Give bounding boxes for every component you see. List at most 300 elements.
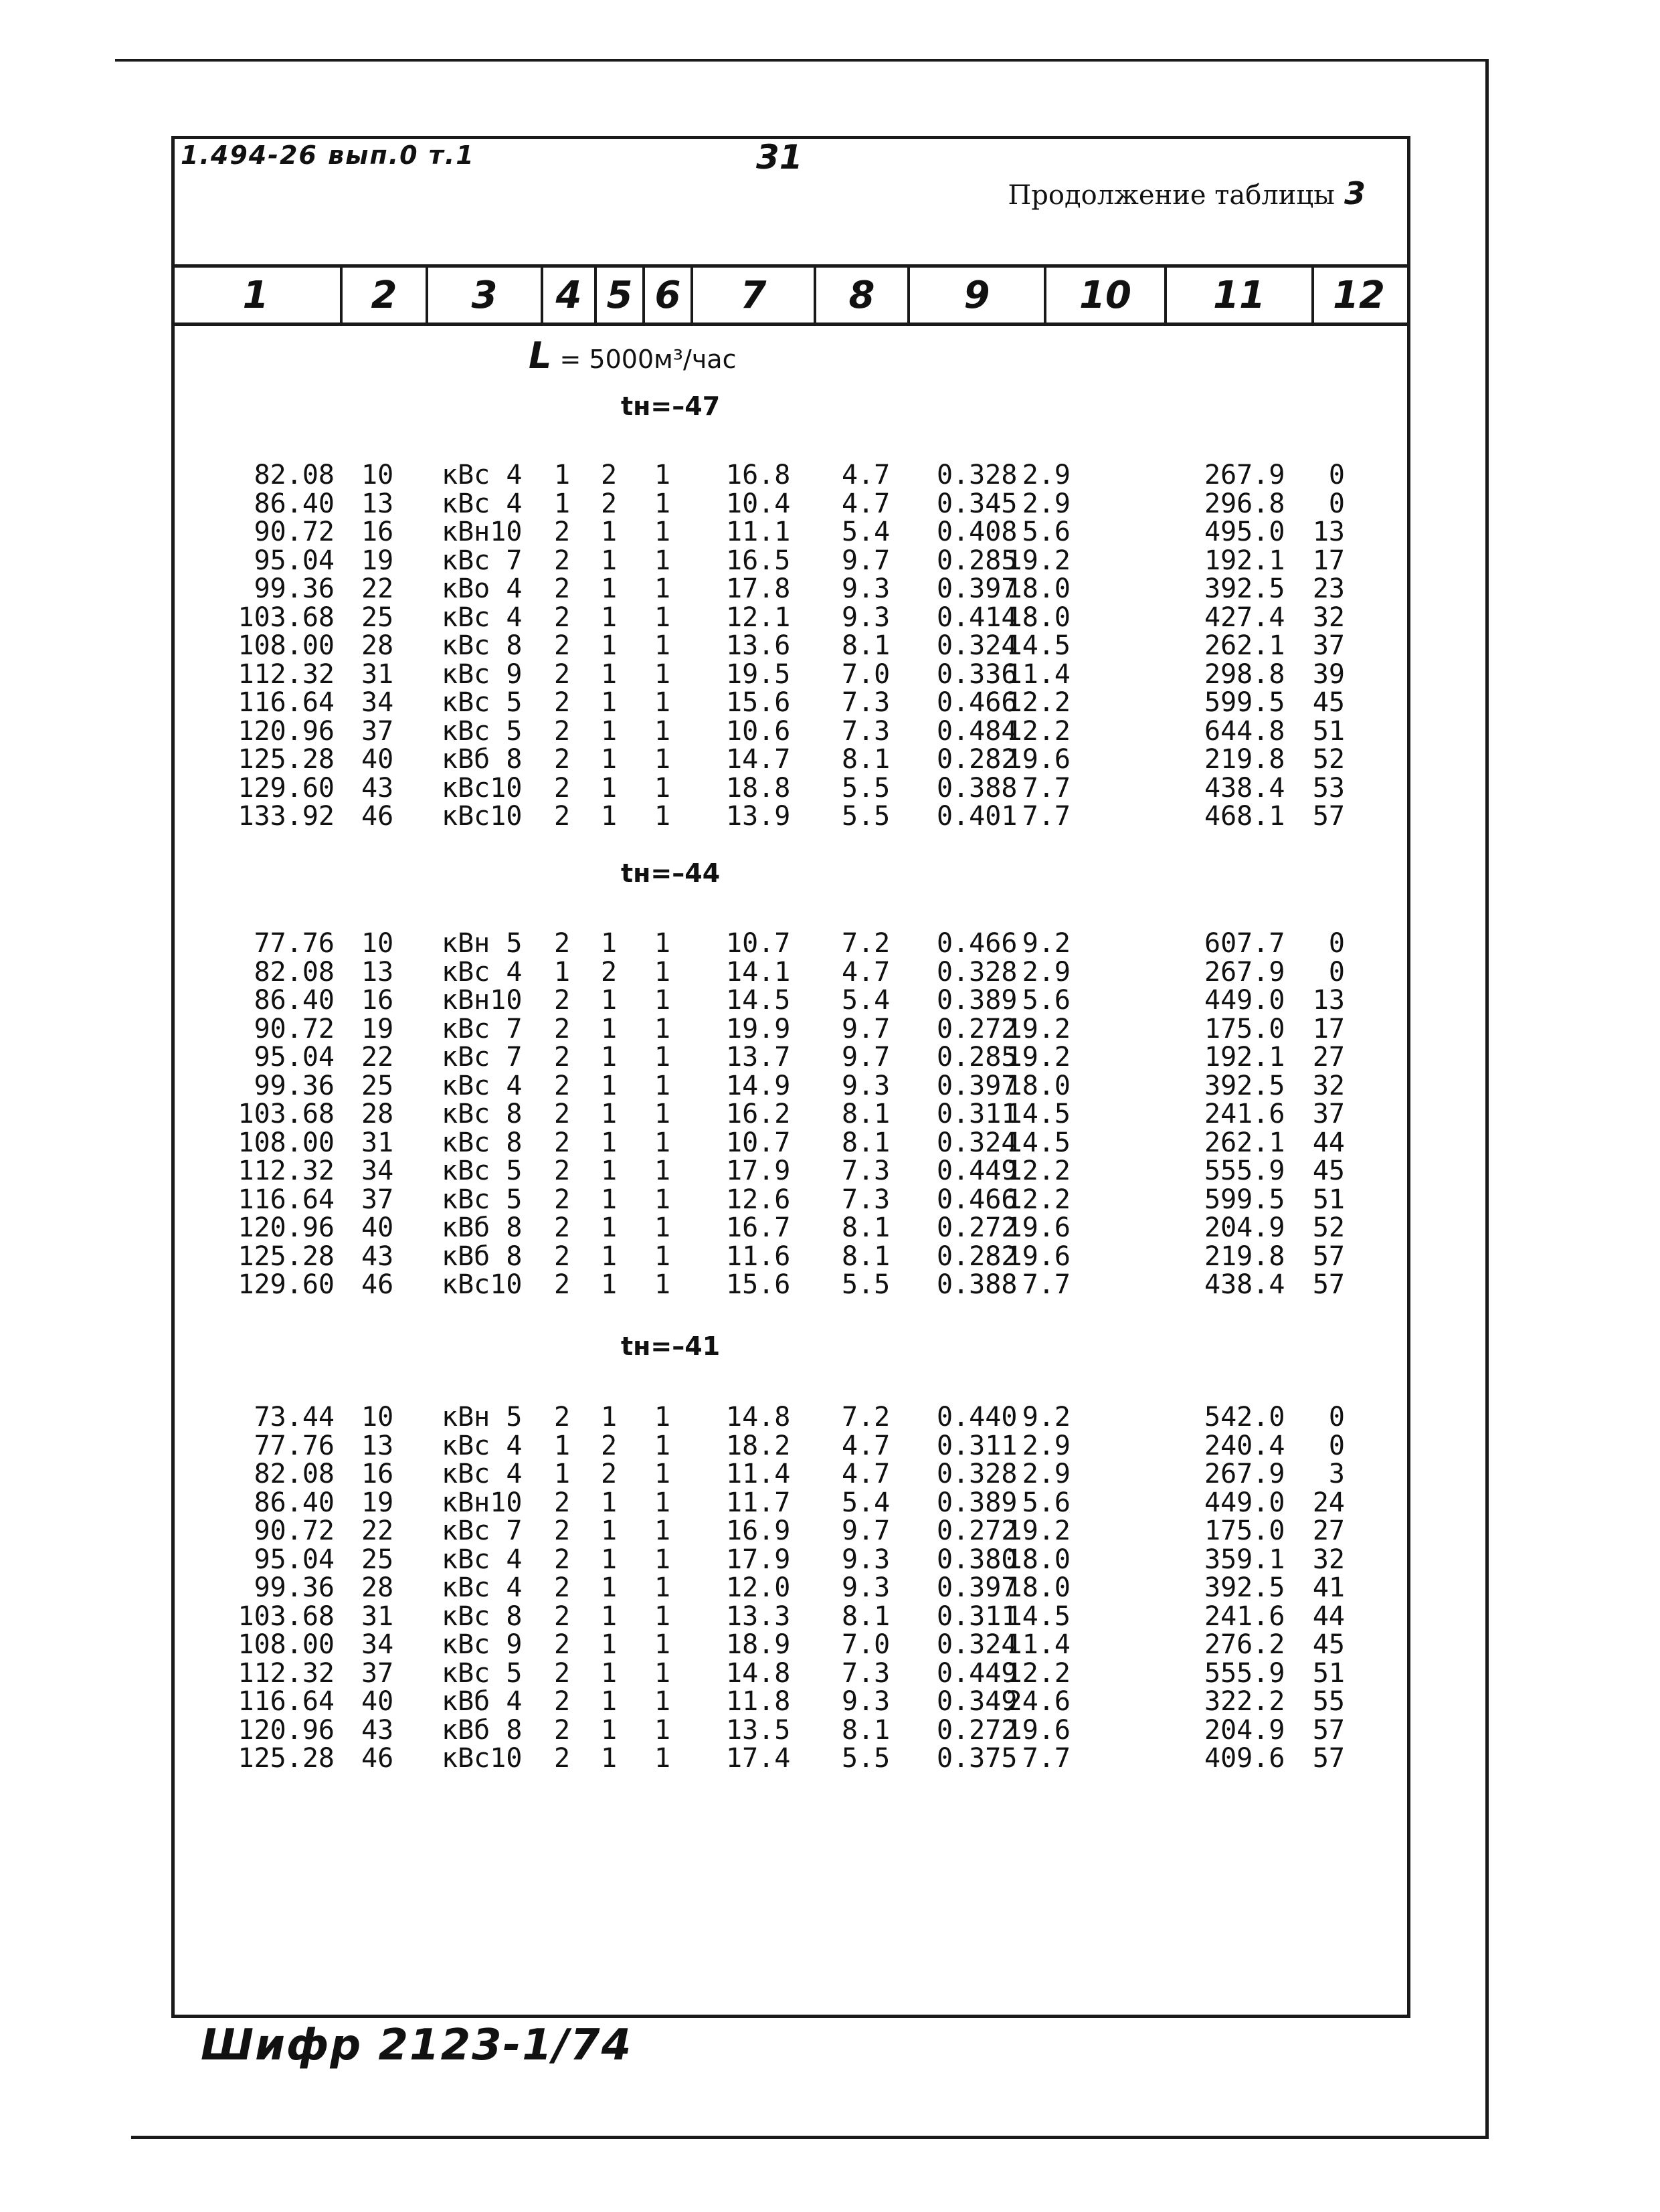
table-cell-col-4: 2 [553, 1515, 571, 1546]
table-cell-col-2: 13 [361, 488, 394, 519]
table-cell-col-11: 262.1 [1204, 630, 1285, 661]
table-cell-col-11: 219.8 [1204, 1240, 1285, 1272]
table-cell-col-3: кВс 5 [442, 687, 523, 718]
table-cell-col-6: 1 [654, 1657, 671, 1689]
table-cell-col-1: 95.04 [254, 1042, 335, 1073]
table-cell-col-12: 24 [1312, 1487, 1345, 1518]
table-cell-col-1: 90.72 [254, 1013, 335, 1044]
table-cell-col-6: 1 [654, 744, 671, 775]
table-cell-col-11: 392.5 [1204, 573, 1285, 604]
table-cell-col-2: 31 [361, 1600, 394, 1632]
table-cell-col-3: кВс 8 [442, 1127, 523, 1158]
table-cell-col-11: 468.1 [1204, 801, 1285, 832]
table-cell-col-6: 1 [654, 1515, 671, 1546]
table-cell-col-1: 108.00 [238, 1629, 335, 1660]
table-cell-col-7: 11.8 [726, 1686, 791, 1717]
table-cell-col-2: 10 [361, 928, 394, 959]
table-cell-col-5: 1 [600, 1042, 618, 1073]
table-cell-col-5: 1 [600, 772, 618, 804]
table-cell-col-10: 7.7 [1022, 801, 1071, 832]
table-cell-col-10: 19.2 [1006, 1013, 1071, 1044]
table-cell-col-11: 241.6 [1204, 1099, 1285, 1129]
table-cell-col-8: 9.7 [842, 1042, 891, 1073]
table-cell-col-4: 2 [553, 545, 571, 576]
table-cell-col-1: 116.64 [238, 1686, 335, 1717]
table-cell-col-12: 51 [1312, 715, 1345, 747]
table-cell-col-10: 2.9 [1022, 460, 1071, 490]
table-cell-col-11: 438.4 [1204, 772, 1285, 804]
table-cell-col-9: 0.285 [937, 545, 1018, 576]
table-cell-col-5: 1 [600, 985, 618, 1016]
table-cell-col-12: 44 [1312, 1127, 1345, 1158]
table-cell-col-1: 82.08 [254, 1459, 335, 1489]
table-cell-col-11: 241.6 [1204, 1600, 1285, 1632]
table-cell-col-2: 37 [361, 1184, 394, 1215]
table-cell-col-9: 0.466 [937, 687, 1018, 718]
table-cell-col-1: 112.32 [238, 1657, 335, 1689]
table-cell-col-6: 1 [654, 956, 671, 988]
table-cell-col-1: 133.92 [238, 801, 335, 832]
table-cell-col-3: кВс 8 [442, 1600, 523, 1632]
table-cell-col-12: 32 [1312, 1544, 1345, 1575]
table-cell-col-5: 1 [600, 1515, 618, 1546]
table-cell-col-10: 18.0 [1006, 602, 1071, 633]
column-header: 7 [690, 268, 814, 322]
table-cell-col-4: 2 [553, 602, 571, 633]
table-cell-col-8: 7.3 [842, 715, 891, 747]
table-cell-col-2: 25 [361, 1070, 394, 1101]
table-cell-col-7: 10.7 [726, 1127, 791, 1158]
table-cell-col-7: 11.6 [726, 1240, 791, 1272]
table-cell-col-7: 14.7 [726, 744, 791, 775]
table-continuation-label [1008, 175, 1366, 211]
table-cell-col-6: 1 [654, 801, 671, 832]
table-cell-col-2: 46 [361, 1269, 394, 1300]
table-cell-col-8: 8.1 [842, 1600, 891, 1632]
table-cell-col-8: 9.3 [842, 602, 891, 633]
table-cell-col-1: 103.68 [238, 602, 335, 633]
column-header: 8 [814, 268, 907, 322]
table-cell-col-5: 1 [600, 545, 618, 576]
table-cell-col-1: 99.36 [254, 573, 335, 604]
table-cell-col-9: 0.272 [937, 1212, 1018, 1243]
table-cell-col-8: 4.7 [842, 956, 891, 988]
table-cell-col-6: 1 [654, 985, 671, 1016]
table-cell-col-12: 57 [1312, 1743, 1345, 1774]
table-cell-col-7: 18.8 [726, 772, 791, 804]
table-cell-col-3: кВб 8 [442, 744, 523, 775]
flow-rate-label [529, 335, 736, 377]
column-header: 10 [1044, 268, 1164, 322]
table-cell-col-1: 125.28 [238, 1743, 335, 1774]
table-cell-col-11: 542.0 [1204, 1402, 1285, 1433]
table-cell-col-7: 18.9 [726, 1629, 791, 1660]
section-title: tн=–44 [621, 858, 721, 888]
table-cell-col-7: 17.9 [726, 1156, 791, 1186]
table-cell-col-4: 2 [553, 1544, 571, 1575]
table-cell-col-6: 1 [654, 1269, 671, 1300]
table-cell-col-12: 57 [1312, 1714, 1345, 1746]
table-cell-col-8: 7.3 [842, 1156, 891, 1186]
table-cell-col-2: 46 [361, 1743, 394, 1774]
table-cell-col-8: 9.7 [842, 1013, 891, 1044]
table-cell-col-12: 57 [1312, 1269, 1345, 1300]
table-cell-col-6: 1 [654, 1042, 671, 1073]
table-cell-col-11: 267.9 [1204, 460, 1285, 490]
table-cell-col-1: 120.96 [238, 1212, 335, 1243]
table-cell-col-3: кВн10 [442, 1487, 523, 1518]
table-cell-col-11: 449.0 [1204, 1487, 1285, 1518]
table-cell-col-9: 0.388 [937, 772, 1018, 804]
table-cell-col-12: 32 [1312, 1070, 1345, 1101]
table-cell-col-8: 7.3 [842, 1657, 891, 1689]
column-header: 6 [642, 268, 690, 322]
table-cell-col-12: 23 [1312, 573, 1345, 604]
table-cell-col-2: 40 [361, 1686, 394, 1717]
table-cell-col-3: кВс 7 [442, 1515, 523, 1546]
table-cell-col-12: 17 [1312, 1013, 1345, 1044]
table-cell-col-6: 1 [654, 573, 671, 604]
table-cell-col-12: 17 [1312, 545, 1345, 576]
table-cell-col-9: 0.408 [937, 517, 1018, 547]
table-cell-col-9: 0.311 [937, 1430, 1018, 1461]
table-cell-col-5: 1 [600, 1572, 618, 1603]
table-cell-col-4: 2 [553, 1156, 571, 1186]
table-cell-col-2: 16 [361, 1459, 394, 1489]
table-cell-col-5: 1 [600, 1240, 618, 1272]
table-cell-col-10: 19.2 [1006, 1042, 1071, 1073]
table-cell-col-4: 2 [553, 1686, 571, 1717]
table-cell-col-3: кВс 4 [442, 488, 523, 519]
table-cell-col-1: 129.60 [238, 772, 335, 804]
table-cell-col-9: 0.272 [937, 1515, 1018, 1546]
table-cell-col-9: 0.282 [937, 744, 1018, 775]
table-cell-col-5: 1 [600, 744, 618, 775]
table-cell-col-9: 0.324 [937, 1629, 1018, 1660]
table-cell-col-10: 18.0 [1006, 1544, 1071, 1575]
table-cell-col-9: 0.282 [937, 1240, 1018, 1272]
table-cell-col-8: 8.1 [842, 1099, 891, 1129]
table-cell-col-5: 2 [600, 956, 618, 988]
table-cell-col-8: 9.3 [842, 1572, 891, 1603]
table-cell-col-5: 1 [600, 1070, 618, 1101]
table-cell-col-4: 2 [553, 517, 571, 547]
document-code: 1.494-26 вып.0 т.1 [181, 141, 475, 170]
column-header: 5 [594, 268, 642, 322]
table-cell-col-12: 13 [1312, 517, 1345, 547]
table-cell-col-9: 0.328 [937, 460, 1018, 490]
table-cell-col-12: 0 [1328, 928, 1345, 959]
table-cell-col-1: 116.64 [238, 687, 335, 718]
table-cell-col-4: 2 [553, 1402, 571, 1433]
table-cell-col-5: 1 [600, 1657, 618, 1689]
table-cell-col-3: кВс 8 [442, 1099, 523, 1129]
table-cell-col-12: 0 [1328, 460, 1345, 490]
table-cell-col-11: 555.9 [1204, 1156, 1285, 1186]
table-cell-col-3: кВс 7 [442, 1042, 523, 1073]
table-cell-col-3: кВн 5 [442, 1402, 523, 1433]
table-cell-col-7: 13.6 [726, 630, 791, 661]
table-cell-col-10: 9.2 [1022, 928, 1071, 959]
table-cell-col-2: 19 [361, 1013, 394, 1044]
table-cell-col-11: 644.8 [1204, 715, 1285, 747]
table-cell-col-1: 108.00 [238, 1127, 335, 1158]
table-cell-col-11: 298.8 [1204, 658, 1285, 690]
table-cell-col-9: 0.397 [937, 1572, 1018, 1603]
table-cell-col-7: 16.7 [726, 1212, 791, 1243]
table-cell-col-4: 2 [553, 1240, 571, 1272]
table-cell-col-3: кВс 7 [442, 545, 523, 576]
table-cell-col-4: 1 [553, 956, 571, 988]
table-cell-col-6: 1 [654, 1459, 671, 1489]
table-cell-col-3: кВн 5 [442, 928, 523, 959]
table-cell-col-5: 1 [600, 1743, 618, 1774]
flow-value: = 5000м³/час [559, 345, 737, 374]
table-cell-col-5: 1 [600, 715, 618, 747]
table-cell-col-2: 10 [361, 460, 394, 490]
table-cell-col-7: 14.8 [726, 1657, 791, 1689]
table-cell-col-10: 14.5 [1006, 1127, 1071, 1158]
table-cell-col-6: 1 [654, 602, 671, 633]
table-cell-col-10: 7.7 [1022, 1269, 1071, 1300]
table-cell-col-4: 2 [553, 1042, 571, 1073]
table-cell-col-4: 1 [553, 1430, 571, 1461]
table-cell-col-11: 267.9 [1204, 1459, 1285, 1489]
table-cell-col-4: 2 [553, 1212, 571, 1243]
table-cell-col-1: 103.68 [238, 1099, 335, 1129]
table-cell-col-7: 12.1 [726, 602, 791, 633]
table-cell-col-10: 14.5 [1006, 1099, 1071, 1129]
table-cell-col-4: 2 [553, 985, 571, 1016]
table-cell-col-12: 44 [1312, 1600, 1345, 1632]
table-cell-col-8: 5.4 [842, 1487, 891, 1518]
table-cell-col-2: 34 [361, 1629, 394, 1660]
table-cell-col-10: 7.7 [1022, 1743, 1071, 1774]
table-cell-col-7: 17.9 [726, 1544, 791, 1575]
table-cell-col-8: 7.2 [842, 1402, 891, 1433]
table-cell-col-4: 2 [553, 928, 571, 959]
table-cell-col-7: 16.9 [726, 1515, 791, 1546]
table-cell-col-2: 28 [361, 1572, 394, 1603]
table-cell-col-4: 2 [553, 1487, 571, 1518]
table-cell-col-2: 25 [361, 1544, 394, 1575]
table-cell-col-8: 5.4 [842, 985, 891, 1016]
table-cell-col-1: 112.32 [238, 1156, 335, 1186]
table-cell-col-10: 7.7 [1022, 772, 1071, 804]
table-cell-col-10: 5.6 [1022, 517, 1071, 547]
table-cell-col-12: 52 [1312, 1212, 1345, 1243]
table-cell-col-8: 9.3 [842, 1070, 891, 1101]
outer-frame-top-line [115, 59, 1488, 62]
table-cell-col-5: 1 [600, 1629, 618, 1660]
table-cell-col-2: 46 [361, 801, 394, 832]
table-cell-col-6: 1 [654, 1544, 671, 1575]
table-cell-col-8: 4.7 [842, 1459, 891, 1489]
table-cell-col-5: 1 [600, 687, 618, 718]
table-cell-col-9: 0.449 [937, 1657, 1018, 1689]
table-cell-col-9: 0.311 [937, 1099, 1018, 1129]
table-cell-col-2: 31 [361, 1127, 394, 1158]
table-cell-col-7: 13.9 [726, 801, 791, 832]
outer-frame-right-line [1485, 59, 1489, 2138]
table-cell-col-1: 112.32 [238, 658, 335, 690]
table-cell-col-9: 0.440 [937, 1402, 1018, 1433]
table-cell-col-7: 11.4 [726, 1459, 791, 1489]
table-cell-col-7: 11.1 [726, 517, 791, 547]
table-cell-col-8: 8.1 [842, 1714, 891, 1746]
table-cell-col-12: 55 [1312, 1686, 1345, 1717]
table-cell-col-10: 24.6 [1006, 1686, 1071, 1717]
table-cell-col-10: 9.2 [1022, 1402, 1071, 1433]
table-cell-col-11: 175.0 [1204, 1013, 1285, 1044]
table-cell-col-11: 409.6 [1204, 1743, 1285, 1774]
table-cell-col-8: 5.5 [842, 772, 891, 804]
table-cell-col-2: 34 [361, 687, 394, 718]
table-cell-col-4: 2 [553, 1269, 571, 1300]
table-cell-col-5: 1 [600, 1212, 618, 1243]
table-cell-col-6: 1 [654, 630, 671, 661]
table-cell-col-4: 2 [553, 715, 571, 747]
table-cell-col-2: 19 [361, 545, 394, 576]
table-cell-col-6: 1 [654, 658, 671, 690]
table-cell-col-1: 95.04 [254, 545, 335, 576]
table-cell-col-1: 73.44 [254, 1402, 335, 1433]
table-cell-col-2: 43 [361, 772, 394, 804]
table-cell-col-11: 204.9 [1204, 1212, 1285, 1243]
table-cell-col-10: 19.6 [1006, 1212, 1071, 1243]
table-cell-col-4: 2 [553, 1572, 571, 1603]
table-cell-col-4: 2 [553, 1070, 571, 1101]
table-cell-col-10: 12.2 [1006, 715, 1071, 747]
table-cell-col-1: 116.64 [238, 1184, 335, 1215]
table-cell-col-11: 204.9 [1204, 1714, 1285, 1746]
table-cell-col-12: 32 [1312, 602, 1345, 633]
column-header: 3 [426, 268, 541, 322]
table-cell-col-11: 449.0 [1204, 985, 1285, 1016]
table-cell-col-12: 0 [1328, 1402, 1345, 1433]
table-cell-col-9: 0.401 [937, 801, 1018, 832]
table-cell-col-5: 1 [600, 1099, 618, 1129]
table-cell-col-12: 0 [1328, 488, 1345, 519]
table-cell-col-6: 1 [654, 772, 671, 804]
table-cell-col-12: 0 [1328, 1430, 1345, 1461]
table-cell-col-8: 9.7 [842, 1515, 891, 1546]
table-cell-col-2: 22 [361, 573, 394, 604]
table-cell-col-8: 4.7 [842, 460, 891, 490]
table-cell-col-10: 12.2 [1006, 687, 1071, 718]
table-cell-col-9: 0.388 [937, 1269, 1018, 1300]
table-cell-col-9: 0.380 [937, 1544, 1018, 1575]
table-cell-col-6: 1 [654, 460, 671, 490]
table-cell-col-12: 53 [1312, 772, 1345, 804]
table-cell-col-12: 51 [1312, 1657, 1345, 1689]
table-cell-col-8: 9.3 [842, 1544, 891, 1575]
table-cell-col-6: 1 [654, 1156, 671, 1186]
table-cell-col-10: 18.0 [1006, 573, 1071, 604]
table-cell-col-4: 2 [553, 1127, 571, 1158]
table-cell-col-12: 0 [1328, 956, 1345, 988]
table-cell-col-10: 2.9 [1022, 1430, 1071, 1461]
table-cell-col-10: 5.6 [1022, 1487, 1071, 1518]
table-cell-col-4: 2 [553, 1743, 571, 1774]
table-cell-col-7: 11.7 [726, 1487, 791, 1518]
table-cell-col-3: кВс 5 [442, 715, 523, 747]
table-cell-col-12: 57 [1312, 801, 1345, 832]
table-cell-col-3: кВс 4 [442, 956, 523, 988]
table-cell-col-8: 8.1 [842, 1212, 891, 1243]
table-cell-col-9: 0.324 [937, 630, 1018, 661]
table-cell-col-1: 120.96 [238, 715, 335, 747]
table-cell-col-1: 77.76 [254, 928, 335, 959]
table-cell-col-7: 14.8 [726, 1402, 791, 1433]
table-cell-col-9: 0.389 [937, 1487, 1018, 1518]
table-cell-col-9: 0.328 [937, 956, 1018, 988]
table-cell-col-10: 19.2 [1006, 1515, 1071, 1546]
table-cell-col-6: 1 [654, 1212, 671, 1243]
table-cell-col-4: 1 [553, 488, 571, 519]
table-cell-col-2: 31 [361, 658, 394, 690]
table-cell-col-3: кВс 5 [442, 1657, 523, 1689]
table-cell-col-9: 0.449 [937, 1156, 1018, 1186]
table-cell-col-5: 1 [600, 1714, 618, 1746]
table-cell-col-2: 28 [361, 630, 394, 661]
table-cell-col-5: 1 [600, 928, 618, 959]
table-cell-col-8: 7.0 [842, 658, 891, 690]
table-cell-col-5: 1 [600, 1487, 618, 1518]
table-cell-col-10: 19.6 [1006, 1240, 1071, 1272]
table-cell-col-4: 1 [553, 1459, 571, 1489]
table-cell-col-7: 10.4 [726, 488, 791, 519]
table-cell-col-5: 2 [600, 1459, 618, 1489]
table-cell-col-5: 1 [600, 1402, 618, 1433]
table-cell-col-7: 16.8 [726, 460, 791, 490]
table-cell-col-2: 22 [361, 1042, 394, 1073]
table-cell-col-1: 86.40 [254, 1487, 335, 1518]
table-cell-col-11: 262.1 [1204, 1127, 1285, 1158]
table-cell-col-9: 0.272 [937, 1013, 1018, 1044]
table-cell-col-5: 1 [600, 1600, 618, 1632]
table-cell-col-11: 555.9 [1204, 1657, 1285, 1689]
table-cell-col-2: 43 [361, 1714, 394, 1746]
column-header: 12 [1311, 268, 1404, 322]
section-title: tн=–47 [621, 391, 721, 421]
table-cell-col-11: 607.7 [1204, 928, 1285, 959]
table-cell-col-8: 8.1 [842, 1127, 891, 1158]
table-cell-col-4: 2 [553, 1629, 571, 1660]
table-cell-col-10: 19.6 [1006, 744, 1071, 775]
table-cell-col-3: кВс 7 [442, 1013, 523, 1044]
table-cell-col-1: 99.36 [254, 1572, 335, 1603]
table-cell-col-5: 1 [600, 602, 618, 633]
table-cell-col-7: 16.5 [726, 545, 791, 576]
table-cell-col-4: 2 [553, 744, 571, 775]
table-cell-col-6: 1 [654, 545, 671, 576]
table-cell-col-6: 1 [654, 1013, 671, 1044]
table-cell-col-2: 40 [361, 744, 394, 775]
table-cell-col-10: 14.5 [1006, 1600, 1071, 1632]
table-cell-col-6: 1 [654, 1714, 671, 1746]
table-cell-col-7: 15.6 [726, 1269, 791, 1300]
table-cell-col-1: 82.08 [254, 956, 335, 988]
table-cell-col-7: 19.9 [726, 1013, 791, 1044]
table-cell-col-9: 0.324 [937, 1127, 1018, 1158]
table-cell-col-12: 27 [1312, 1515, 1345, 1546]
table-cell-col-6: 1 [654, 1070, 671, 1101]
table-cell-col-10: 18.0 [1006, 1572, 1071, 1603]
table-cell-col-1: 77.76 [254, 1430, 335, 1461]
column-header: 2 [340, 268, 426, 322]
outer-frame-bottom-line [131, 2136, 1489, 2139]
